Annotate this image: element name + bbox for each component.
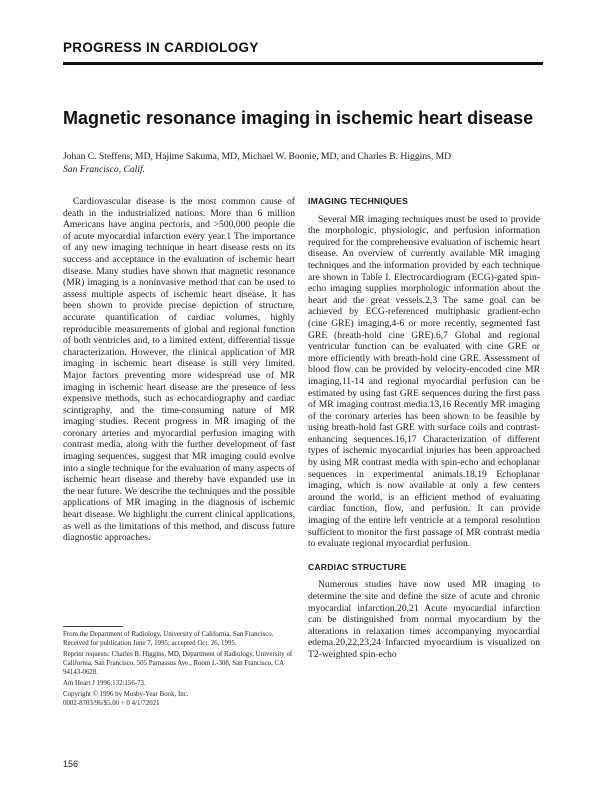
footnotes — [63, 630, 295, 708]
article-authors: Johan C. Steffens, MD, Hajime Sakuma, MD, Michael W. Boonie, MD, and Charles B. Higgins, MD — [63, 151, 452, 162]
footnote-rule — [63, 626, 123, 627]
footnote-reprint-requests: Reprint requests: Charles B. Higgins, MD, Department of Radiology, University of California, San Francisco, 505 Parnassus Ave., Room L-308, San Francisco, CA 94143-0628. — [63, 651, 293, 676]
page-number: 156 — [63, 759, 79, 769]
section-header-rule — [63, 62, 543, 65]
cardiac-structure-heading: CARDIAC STRUCTURE — [308, 561, 407, 572]
journal-section-header: PROGRESS IN CARDIOLOGY — [63, 40, 259, 55]
article-location: San Francisco, Calif. — [63, 164, 146, 175]
intro-paragraph: Cardiovascular disease is the most common cause of death in the industrialized nations. More than 6 million Americans have angina pectoris, and >500,000 people die of acute myocardial infarction every year.1 The importance of any new imaging technique in heart disease rests on its success and acceptance in the evaluation of ischemic heart disease. Many studies have shown that magnetic resonance (MR) imaging is a noninvasive method that can be used to assess multiple aspects of ischemic heart disease. It has been shown to provide precise depiction of structure, accurate quantification of cardiac volumes, highly reproducible measurements of global and regional function of both ventricles and, to a limited extent, differential tissue characterization. However, the clinical application of MR imaging in ischemic heart disease is still very limited. Major factors preventing more widespread use of MR imaging in ischemic heart disease are the presence of less expensive methods, such as echocardiography and cardiac scintigraphy, and the time-consuming nature of MR imaging studies. Recent progress in MR imaging of the coronary arteries and myocardial perfusion imaging with contrast media, along with the further development of fast imaging sequences, suggest that MR imaging could evolve into a single technique for the evaluation of many aspects of ischemic heart disease and thereby have expanded use in the near future. We describe the techniques and the possible applications of MR imaging in the diagnosis of ischemic heart disease. We highlight the current clinical applications, as well as the limitations of this method, and discuss future diagnostic approaches. — [63, 196, 295, 544]
footnote-copyright: Copyright © 1996 by Mosby-Year Book, Inc. — [63, 691, 189, 698]
left-column — [63, 196, 295, 544]
imaging-techniques-paragraph: Several MR imaging techniques must be used to provide the morphologic, physiologic, and perfusion information required for the comprehensive evaluation of ischemic heart disease. An overview of currently available MR imaging techniques and the information provided by each technique are shown in Table I. Electrocardiogram (ECG)-gated spin-echo imaging supplies morphologic information about the heart and the great vessels.2,3 The same goal can be achieved by ECG-referenced multiphasic gradient-echo (cine GRE) imaging,4-6 or more recently, segmented fast GRE (breath-hold cine GRE).6,7 Global and regional ventricular function can be evaluated with cine GRE or more efficiently with breath-hold cine GRE. Assessment of blood flow can be provided by velocity-encoded cine MR imaging,11-14 and regional myocardial perfusion can be estimated by using fast GRE sequences during the first pass of MR imaging contrast media.13,16 Recently MR imaging of the coronary arteries has been shown to be feasible by using breath-hold fast GRE with surface coils and contrast-enhancing sequences.16,17 Characterization of different types of ischemic myocardial injuries has been approached by using MR contrast media with spin-echo and echoplanar sequences in experimental animals.18,19 Echoplanar imaging, which is now available at only a few centers around the world, is an efficient method of evaluating cardiac function, flow, and perfusion. It can provide imaging of the entire left ventricle at a temporal resolution sufficient to monitor the first passage of MR contrast media to evaluate regional myocardial perfusion. — [308, 213, 540, 550]
article-title: Magnetic resonance imaging in ischemic heart disease — [63, 108, 534, 128]
footnote-issn: 0002-8703/96/$5.00 + 0 4/1/72021 — [63, 700, 160, 707]
right-column — [308, 196, 540, 661]
footnote-citation: Am Heart J 1996;132:156-73. — [63, 680, 146, 687]
imaging-techniques-heading: IMAGING TECHNIQUES — [308, 196, 409, 206]
cardiac-structure-paragraph: Numerous studies have now used MR imaging to determine the site and define the size of acute and chronic myocardial infarction.20,21 Acute myocardial infarction can be distinguished from normal myocardium by the alterations in relaxation times accompanying myocardial edema.20,22,23,24 Infarcted myocardium is visualized on T2-weighted spin-echo — [308, 579, 540, 660]
footnote-received: Received for publication June 7, 1995; accepted Oct. 26, 1995. — [63, 640, 237, 647]
footnote-affiliation: From the Department of Radiology, University of California, San Francisco. — [63, 631, 274, 638]
